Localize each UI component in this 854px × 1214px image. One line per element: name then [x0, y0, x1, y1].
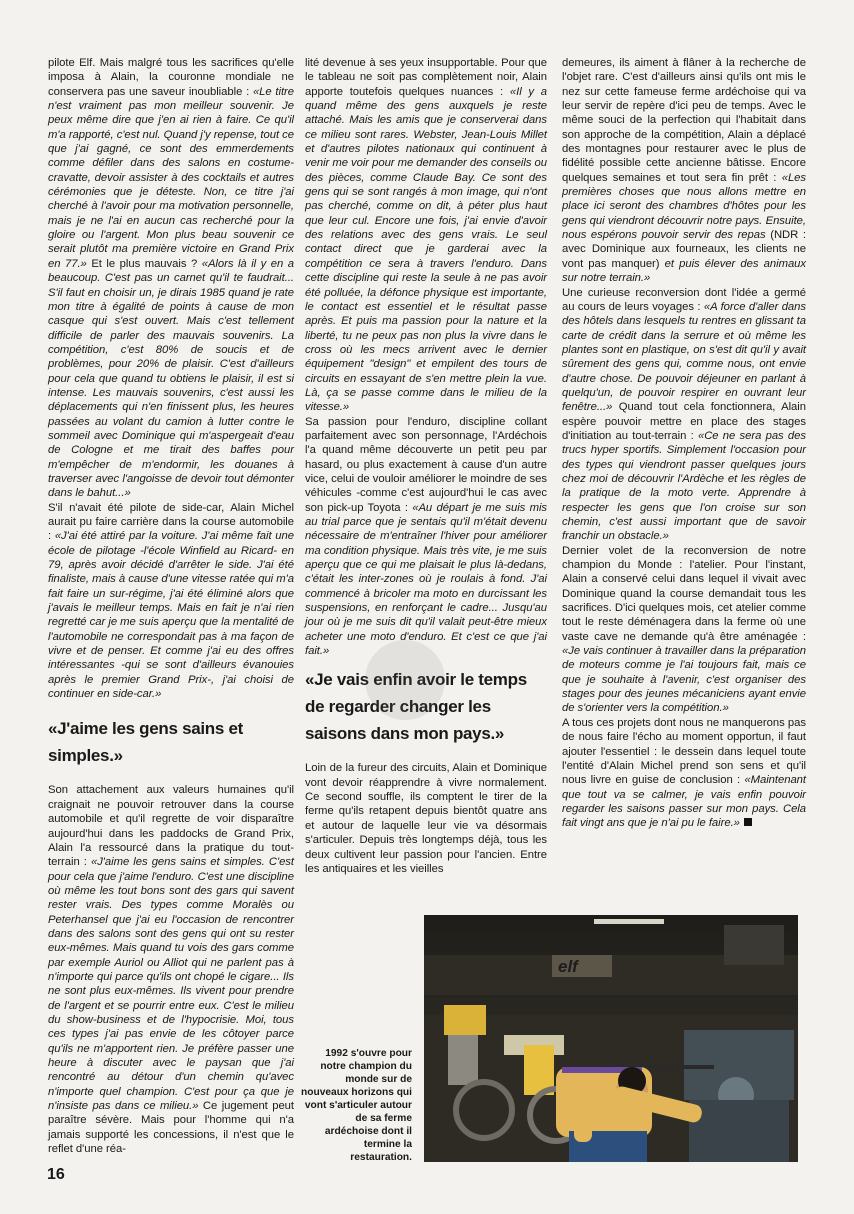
end-of-article-mark [744, 818, 752, 826]
quote: «Ce ne sera pas des trucs hyper sportifs. Simplement l'occasion pour des types qui viendront passer quelques jours chez moi de découvrir l'Ardèche et les règles de la pratique de la moto verte. Apprendre à respecter les gens que l'on croise sur son chemin, c'est aussi important que de savoir franchir un obstacle.» [562, 429, 806, 543]
quote: et puis élever des animaux sur notre terrain.» [562, 257, 807, 285]
workshop-photo [424, 915, 798, 1162]
section-heading: «Je vais enfin avoir le temps de regarder changer les saisons dans mon pays.» [305, 670, 527, 744]
paragraph: Son attachement aux valeurs humaines qu'il craignait ne pouvoir retrouver dans la course automobile et qu'il regrette de voir disparaître aujourd'hui dans les paddocks de Grand Prix, Alain l'a ressourcé dans la pratique du tout-terrain : [48, 784, 294, 869]
quote: «Les premières choses que nous allons mettre en place ici seront des chambres d'hôtes pour les gens qui viendront découvrir notre pays. [562, 171, 807, 227]
article-column-3 [562, 56, 806, 831]
paragraph: A tous ces projets dont nous ne manquerons pas de nous faire l'écho au moment opportun, il faut ajouter l'essentiel : le dessein dans lequel toute l'entité d'Alain Michel prend son sens et qu'il nous livre en guise de conclusion : [562, 716, 806, 787]
page-number: 16 [47, 1166, 65, 1183]
paragraph: Dernier volet de la reconversion de notre champion du Monde : l'atelier. Pour l'instant, Alain a conservé celui dans lequel il vivait avec Dominique quand la course demandait tous les sacrifices. D'ici quelques mois, cet atelier comme tout le reste déménagera dans la ferme où une vaste cave ne demande qu'à être aménagée : [562, 544, 806, 643]
paragraph: Ce jugement peut paraître sévère. Mais pour l'homme qui n'a jamais supporté les concessions, il n'est que le reflet d'une réa- [48, 1100, 294, 1156]
quote: «Alors là il y en a beaucoup. C'est pas un carnet qu'il te faudrait... S'il faut en choisir un, je dirais 1985 quand je rate mon titre à égalité de points à cause de mon casque qui s'est ouvert. Mais c'est tellement difficile de parler des mauvais souvenirs. La compétition, c'est 80% de soucis et de problèmes, pour 20% de plaisir. C'est d'ailleurs pour cela que quand tu obtiens le plaisir, il est si intense. Les mauvais souvenirs, c'est aussi les déplacements qui n'en finissent plus, les heures passées au volant du camion à lutter contre le sommeil avec Dominique qui m'aspergeait d'eau de Cologne et me tirait des baffes pour m'empêcher de m'endormir, les douanes à traverser avec l'angoisse de devoir tout démonter dans le bahut...» [48, 257, 294, 500]
paragraph: Et le plus mauvais ? [86, 257, 198, 270]
paragraph: demeures, ils aiment à flâner à la recherche de l'objet rare. C'est d'ailleurs ainsi qu'ils ont mis le nez sur cette fameuse ferme ardéchoise qui va leur servir de repère d'ici peu de temps. Avec le même souci de la perfection qui l'habitait dans son approche de la compétition, Alain a déplacé des montagnes pour restaurer avec le plus de fidélité possible cette ancienne bâtisse. Encore quelques semaines et tout sera fin prêt : [562, 57, 806, 184]
photo-caption: 1992 s'ouvre pour notre champion du monde sur de nouveaux horizons qui vont s'articuler autour de sa ferme ardéchoise dont il termine la restauration. [301, 1048, 412, 1163]
workshop-photo-illustration [424, 915, 798, 1162]
paragraph: pilote Elf. Mais malgré tous les sacrifices qu'elle imposa à Alain, la couronne mondiale ne conservera pas une saveur inoubliable : [48, 57, 294, 98]
paragraph: Quand tout cela fonctionnera, Alain espère pouvoir mettre en place des stages d'initiation au tout-terrain : [562, 401, 806, 442]
paragraph: Une curieuse reconversion dont l'idée a germé au cours de leurs voyages : [562, 286, 806, 313]
quote: «Maintenant que tout va se calmer, je vais enfin pouvoir regarder les saisons passer sur mon pays. Cela fait vingt ans que je n'ai pu le faire.» [562, 774, 806, 830]
quote: «J'ai été attiré par la voiture. J'ai même fait une école de pilotage -l'école Winfield au Ricard- en 79, après avoir décidé d'arrêter le side. J'ai été finaliste, mais à cause d'une vitesse ratée qui m'a fait faire un sur-régime, j'ai été éliminé alors que j'avais le meilleur temps. Mais en fait je n'ai rien regretté car je me suis aperçu que la mentalité de l'automobile ne correspondait pas à ma façon de vivre et de penser. Et comme j'ai eu des offres intéressantes -qui se sont d'ailleurs évanouies après le premier Grand Prix-, j'ai choisi de continuer en side-car.» [48, 530, 294, 701]
watermark-logo [365, 640, 445, 720]
elf-sign-text: elf [558, 957, 578, 976]
paragraph: Sa passion pour l'enduro, discipline collant parfaitement avec son personnage, l'Ardéchois l'a quand même découverte un petit peu par hasard, ou plus exactement à cause d'un autre vice, celui de vouloir améliorer le moindre de ses véhicules -comme c'est aujourd'hui le cas avec son pick-up Toyota : [305, 415, 547, 514]
quote: «Je vais continuer à travailler dans la préparation de moteurs comme je l'ai toujours fait, mais ce que je souhaite à l'avenir, c'est organiser des stages pour des jeunes mécaniciens ayant envie de s'orienter vers la compétition.» [562, 645, 806, 715]
editor-note: (NDR : avec Dominique aux fourneaux, les clients ne vont pas manquer) [562, 229, 806, 270]
quote: Ensuite, nous espérons pouvoir servir des repas [562, 214, 806, 242]
quote: «Il y a quand même des gens auxquels je reste attaché. Mais les amis que je conserverai dans ce milieu sont rares. Webster, Jean-Louis Millet et d'autres pilotes nationaux qui continuent à venir me voir pour me demander des conseils ou des pièces, comme Claude Bay. Ce sont des gens qui se sont rangés à mon image, qui n'ont pas cherché, comme on dit, à péter plus haut que leur cul. Encore une fois, j'ai envie d'avoir des relations avec des gens vrais. Le seul contact direct que je garderai avec la compétition ce sera à travers l'enduro. Dans cette discipline qui reste la seule à ne pas avoir été polluée, la défonce physique est importante, le contact est essentiel et le résultat passe après. Et puis ma passion pour la nature et la liberté, tu ne peux pas non plus la vivre dans le cross où les mecs arrivent avec le dernier équipement "design" et empilent des tours de circuits en essayant de s'en mettre plein la vue. Là, ça se passe comme dans le milieu de la vitesse.» [305, 85, 547, 414]
quote: «A force d'aller dans des hôtels dans lesquels tu rentres en glissant ta carte de crédit dans la serrure et où même les plantes sont en plastique, on s'est dit qu'il y avait sûrement des gens qui, comme nous, ont envie d'autre chose. De pouvoir déjeuner en parlant à quelqu'un, de pouvoir respirer en ouvrant leur fenêtre...» [562, 300, 806, 414]
quote: «Le titre n'est vraiment pas mon meilleur souvenir. Je peux même dire que j'en ai rien à faire. Ce qu'il m'a rapporté, c'est nul. Quand j'y repense, tout ce que j'ai gagné, ce sont des emmerdements comme défiler dans des salons en costume-cravatte, devoir assister à des cocktails et autres cérémonies que je déteste. Non, ce titre j'ai cherché à l'avoir pour ma motivation personnelle, mais je ne l'ai en aucun cas recherché pour la gloire ou l'argent. Mon plus beau souvenir ce serait plutôt ma première victoire en Grand Prix en 77.» [48, 85, 295, 270]
paragraph: S'il n'avait été pilote de side-car, Alain Michel aurait pu faire carrière dans la course automobile : [48, 501, 294, 543]
paragraph: Loin de la fureur des circuits, Alain et Dominique vont devoir réapprendre à vivre normalement. Ce second souffle, ils comptent le tirer de la ferme qu'ils retapent depuis bientôt quatre ans et autour de laquelle leur vie va désormais s'articuler. Depuis très longtemps déjà, tous les deux cultivent leur passion pour l'ancien. Entre les antiquaires et les vieilles [305, 762, 547, 875]
paragraph: lité devenue à ses yeux insupportable. Pour que le tableau ne soit pas complètement noir, Alain apporte toutefois quelques nuances : [305, 57, 547, 98]
section-heading: «J'aime les gens sains et simples.» [48, 719, 243, 766]
quote: «J'aime les gens sains et simples. C'est pour cela que j'aime l'enduro. C'est une discipline où même les tout bons sont des gars qui savent rester vrais. Des types comme Moralès ou Peterhansel que j'ai eu l'occasion de rencontrer dans des salons sont des gens qui ont su rester eux-mêmes. Mais quand tu vois des gars comme par exemple Auriol ou Alliot qui ne parlent pas à n'importe qui parce qu'ils ont chopé le cigare... Ils ne sont plus eux-mêmes. Ils vivent pour prendre de l'argent et se pourrir entre eux. C'est le milieu du show-business et de l'hypocrisie. Moi, tous ces types j'ai pas envie de les côtoyer parce qu'ils ne m'apportent rien. Je préfère passer une heure à discuter avec le paysan que j'ai rencontré au détour d'un chemin qu'avec n'importe quel champion. C'est pour ça que je n'insiste pas dans ce milieu.» [48, 856, 294, 1113]
article-column-2 [305, 56, 547, 876]
article-column-1 [48, 56, 294, 1156]
quote: «Au départ je me suis mis au trial parce que je sentais qu'il m'était devenu nécessaire de m'entraîner l'hiver pour améliorer ma condition physique. Mais très vite, je me suis aperçu que ce qui me plaisait le plus là-dedans, c'était les inter-zones où je roulais à fond. J'ai commencé à bricoler ma moto en durcissant les suspensions, en renforçant le cadre... Jusqu'au jour où je me suis dit qu'il valait peut-être mieux acheter une moto d'enduro. Et c'est ce que j'ai fait.» [305, 501, 547, 658]
